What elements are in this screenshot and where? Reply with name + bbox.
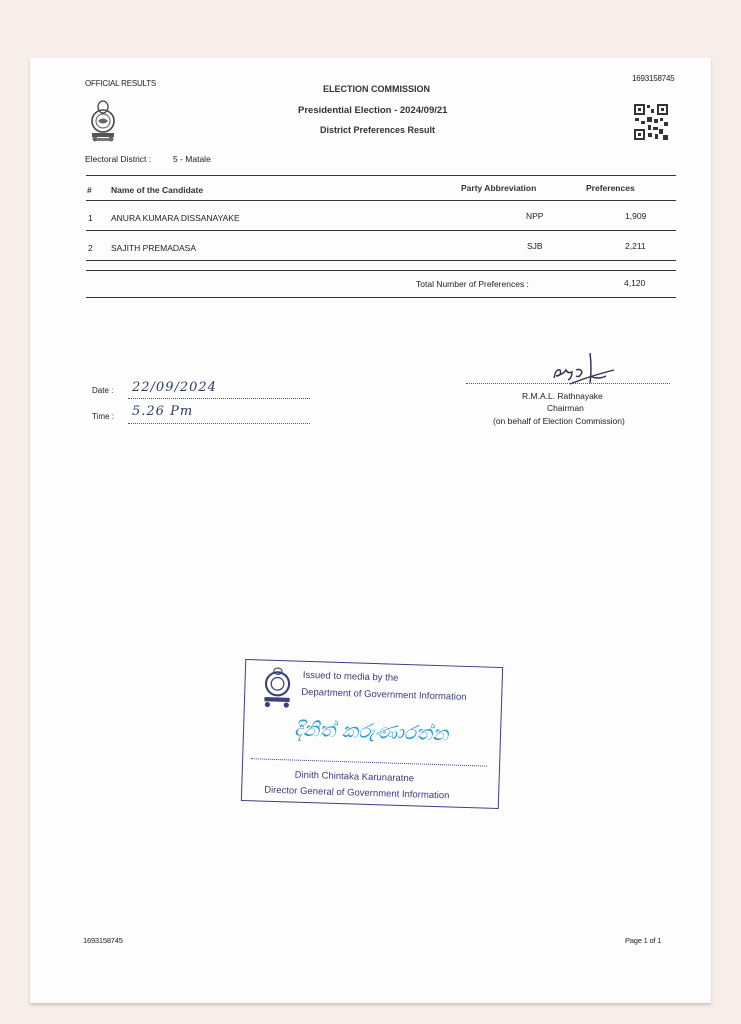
stamp-name: Dinith Chintaka Karunaratne [294, 769, 415, 785]
preference-count: 2,211 [625, 241, 646, 251]
time-value: 5.26 Pm [132, 404, 194, 419]
table-top-rule [86, 175, 676, 176]
time-line [128, 423, 310, 424]
document-page [30, 58, 711, 1003]
header-rule [86, 200, 676, 201]
row-number: 2 [88, 243, 93, 253]
stamp-title: Director General of Government Information [264, 784, 450, 802]
preference-count: 1,909 [625, 211, 647, 221]
row-rule [86, 260, 676, 261]
sri-lanka-emblem-icon [88, 98, 118, 144]
col-party-header: Party Abbreviation [461, 183, 537, 193]
row-rule [86, 230, 676, 231]
document-id-top: 1693158745 [632, 74, 675, 83]
col-number-header: # [87, 185, 92, 195]
signer-note: (on behalf of Election Commission) [493, 416, 625, 426]
stamp-line-2: Department of Government Information [301, 686, 467, 703]
page-indicator: Page 1 of 1 [625, 936, 662, 945]
qr-code-icon [634, 104, 668, 140]
report-name: District Preferences Result [320, 125, 436, 135]
stamp-signature-line [251, 758, 487, 766]
date-line [128, 398, 310, 399]
official-results-label: OFFICIAL RESULTS [85, 79, 157, 88]
commission-title: ELECTION COMMISSION [323, 84, 431, 94]
candidate-name: SAJITH PREMADASA [111, 243, 197, 253]
chairman-signature [540, 348, 620, 388]
total-label: Total Number of Preferences : [416, 279, 529, 289]
stamp-line-1: Issued to media by the [302, 669, 399, 684]
signer-name: R.M.A.L. Rathnayake [522, 391, 603, 401]
col-preferences-header: Preferences [586, 183, 635, 193]
date-value: 22/09/2024 [132, 380, 217, 395]
electoral-district-label: Electoral District : [85, 154, 152, 164]
stamp-signature: දිනිත් කරුණාරත්න [293, 716, 449, 746]
total-value: 4,120 [624, 278, 646, 288]
signer-title: Chairman [547, 403, 584, 413]
government-emblem-icon [261, 667, 294, 710]
date-label: Date : [92, 386, 114, 395]
footer-document-id: 1693158745 [83, 936, 123, 945]
media-issue-stamp [241, 659, 503, 809]
time-label: Time : [92, 412, 114, 421]
election-subtitle: Presidential Election - 2024/09/21 [298, 105, 448, 116]
total-bottom-rule [86, 297, 676, 298]
signature-line [466, 383, 670, 384]
col-candidate-header: Name of the Candidate [111, 185, 204, 195]
party-abbreviation: SJB [527, 241, 543, 251]
candidate-name: ANURA KUMARA DISSANAYAKE [111, 213, 240, 223]
electoral-district-value: 5 - Matale [173, 154, 211, 164]
total-top-rule [86, 270, 676, 271]
party-abbreviation: NPP [526, 211, 544, 221]
row-number: 1 [88, 213, 93, 223]
